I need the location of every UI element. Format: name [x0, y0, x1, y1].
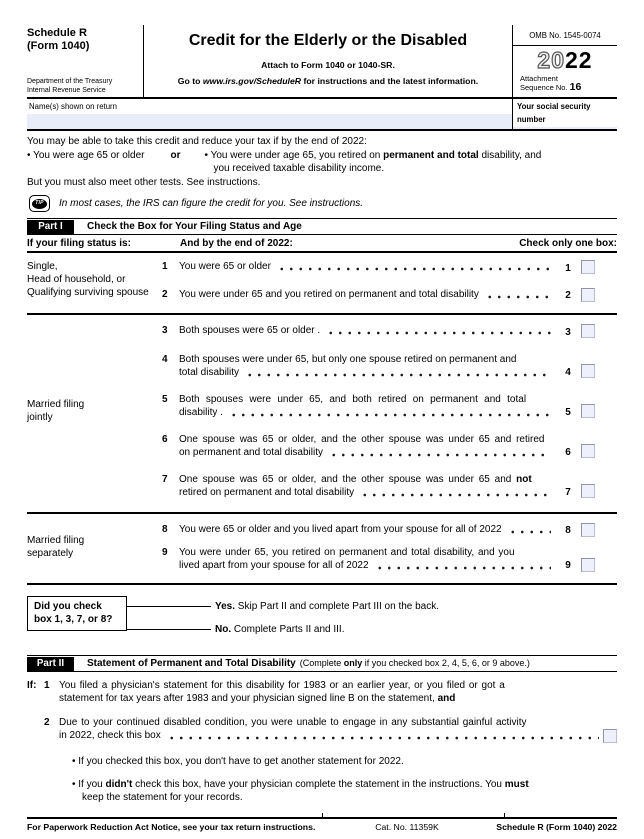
- filing-row-7: 7 One spouse was 65 or older, and the other spouse was under 65 and not retired on permanent and total disability 7: [162, 473, 595, 499]
- part1-header: [27, 218, 617, 235]
- attach-instruction: Attach to Form 1040 or 1040-SR.: [261, 60, 395, 70]
- filing-row-6: 6 One spouse was 65 or older, and the other spouse was under 65 and retired on permanent and total disability 6: [162, 433, 595, 459]
- omb-number: OMB No. 1545-0074: [513, 25, 617, 46]
- tax-year: 2022: [537, 47, 593, 73]
- checkbox-line-7[interactable]: [581, 484, 595, 498]
- checkbox-line-3[interactable]: [581, 324, 595, 338]
- tip-icon: TIP: [29, 195, 50, 212]
- footer-form-id: Schedule R (Form 1040) 2022: [496, 821, 617, 832]
- form-header: [27, 25, 617, 99]
- yes-instruction: Yes. Skip Part II and complete Part III on the back.: [215, 601, 440, 612]
- part2-subtitle: (Complete only if you checked box 2, 4, 5, 6, or 9 above.): [299, 658, 530, 668]
- line-number-1: 1: [565, 262, 571, 274]
- if-label: If:: [27, 680, 37, 691]
- decision-section: [27, 585, 617, 655]
- attachment-sequence: Attachment Sequence No. 16: [520, 74, 582, 93]
- filing-group-mfs: [27, 514, 617, 586]
- line-number-6: 6: [565, 446, 571, 458]
- filing-group-mfj: [27, 315, 617, 514]
- filing-row-8: 8 You were 65 or older and you lived apart from your spouse for all of 2022 8: [162, 523, 595, 538]
- line-number-3: 3: [565, 326, 571, 338]
- dot-leader: [277, 260, 551, 273]
- filing-row-1: 1 You were 65 or older 1: [162, 260, 595, 275]
- did-you-check-box: Did you check box 1, 3, 7, or 8?: [27, 596, 127, 631]
- dot-leader: [326, 324, 551, 337]
- tip-text: In most cases, the IRS can figure the credit for you. See instructions.: [59, 198, 364, 209]
- goto-instruction: Go to www.irs.gov/ScheduleR for instructions and the latest information.: [177, 76, 479, 86]
- checkbox-line-4[interactable]: [581, 364, 595, 378]
- col-end-of-2022: And by the end of 2022:: [180, 237, 293, 249]
- checkbox-part2[interactable]: [603, 729, 617, 743]
- name-label: Name(s) shown on return: [29, 102, 117, 111]
- intro-bullet-1: • You were age 65 or older: [27, 150, 145, 161]
- irs-url-link[interactable]: www.irs.gov/ScheduleR: [202, 76, 302, 86]
- dot-leader: [360, 486, 551, 499]
- dot-leader: [485, 288, 551, 301]
- line-number-8: 8: [565, 525, 571, 536]
- col-filing-status: If your filing status is:: [27, 237, 131, 249]
- part1-badge: Part I: [27, 220, 74, 234]
- part2-bullet-1: • If you checked this box, you don't have to get another statement for 2022.: [72, 755, 404, 767]
- filing-row-3: 3 Both spouses were 65 or older . 3: [162, 324, 595, 339]
- dot-leader: [508, 523, 551, 536]
- dot-leader: [245, 366, 551, 379]
- part2-badge: Part II: [27, 657, 74, 671]
- part2-item-1: If: 1 You filed a physician's statement for this disability for 1983 or an earlier year, or you filed or got a statement for tax years after 1983 and your physician signed line B on the statement, and: [27, 680, 505, 704]
- filing-row-9: 9 You were under 65, you retired on permanent and total disability, and you lived apart from your spouse for all of 2022 9: [162, 546, 595, 572]
- checkbox-line-8[interactable]: [581, 523, 595, 537]
- line-number-2: 2: [565, 290, 571, 301]
- checkbox-line-1[interactable]: [581, 260, 595, 274]
- line-number-7: 7: [565, 486, 571, 498]
- schedule-name: Schedule R: [27, 27, 87, 39]
- checkbox-line-6[interactable]: [581, 444, 595, 458]
- yes-connector-line: [127, 606, 211, 607]
- name-input[interactable]: [27, 114, 512, 129]
- dept-line2: Internal Revenue Service: [27, 86, 106, 94]
- form-number: (Form 1040): [27, 40, 90, 52]
- part2-item-2: 2 Due to your continued disabled condition, you were unable to engage in any substantial gainful activity in 2022, check this box: [27, 716, 617, 744]
- checkbox-line-2[interactable]: [581, 288, 595, 302]
- part1-column-headers: [27, 235, 617, 253]
- footer-divider-tick: [322, 813, 323, 818]
- part2-title: Statement of Permanent and Total Disability: [87, 658, 296, 669]
- name-ssn-row: [27, 99, 617, 131]
- no-connector-line: [127, 629, 211, 630]
- checkbox-line-9[interactable]: [581, 558, 595, 572]
- intro-bullet-2: • You were under age 65, you retired on permanent and total disability, and you received taxable disability income.: [204, 150, 542, 174]
- filing-row-2: 2 You were under 65 and you retired on permanent and total disability 2: [162, 288, 595, 303]
- line-number-5: 5: [565, 406, 571, 418]
- form-footer: [27, 817, 617, 834]
- dot-leader: [167, 729, 599, 744]
- form-title: Credit for the Elderly or the Disabled: [188, 32, 468, 49]
- dot-leader: [329, 446, 551, 459]
- filing-group-single: [27, 253, 617, 315]
- dot-leader: [229, 406, 551, 419]
- catalog-number: Cat. No. 11359K: [375, 821, 439, 832]
- part2-header: [27, 655, 617, 672]
- footer-divider-tick: [504, 813, 505, 818]
- intro-line2: But you must also meet other tests. See instructions.: [27, 177, 261, 188]
- or-label: or: [170, 150, 181, 161]
- dept-line1: Department of the Treasury: [27, 78, 113, 85]
- group2-label: Married filing jointly: [27, 399, 85, 424]
- part2-bullet-2: • If you didn't check this box, have your physician complete the statement in the instructions. You must keep the statement for your records.: [72, 778, 529, 803]
- col-check-one-box: Check only one box:: [519, 237, 617, 249]
- checkbox-line-5[interactable]: [581, 404, 595, 418]
- no-instruction: No. Complete Parts II and III.: [215, 624, 345, 635]
- dot-leader: [375, 559, 551, 572]
- filing-row-4: 4 Both spouses were under 65, but only one spouse retired on permanent and total disability 4: [162, 353, 595, 379]
- intro-section: [27, 131, 617, 212]
- line-number-4: 4: [565, 366, 571, 378]
- ssn-label: Your social security number: [517, 102, 591, 124]
- schedule-r-form: [27, 0, 617, 834]
- filing-row-5: 5 Both spouses were under 65, and both retired on permanent and total disability . 5: [162, 393, 595, 419]
- paperwork-notice: For Paperwork Reduction Act Notice, see your tax return instructions.: [27, 821, 316, 832]
- line-number-9: 9: [565, 560, 571, 571]
- part1-title: Check the Box for Your Filing Status and Age: [87, 221, 302, 232]
- group3-label: Married filing separately: [27, 535, 85, 560]
- ssn-input[interactable]: [513, 127, 617, 129]
- group1-label: Single, Head of household, or Qualifying surviving spouse: [27, 261, 149, 298]
- intro-line1: You may be able to take this credit and reduce your tax if by the end of 2022:: [27, 136, 367, 147]
- tip-note: [29, 195, 617, 212]
